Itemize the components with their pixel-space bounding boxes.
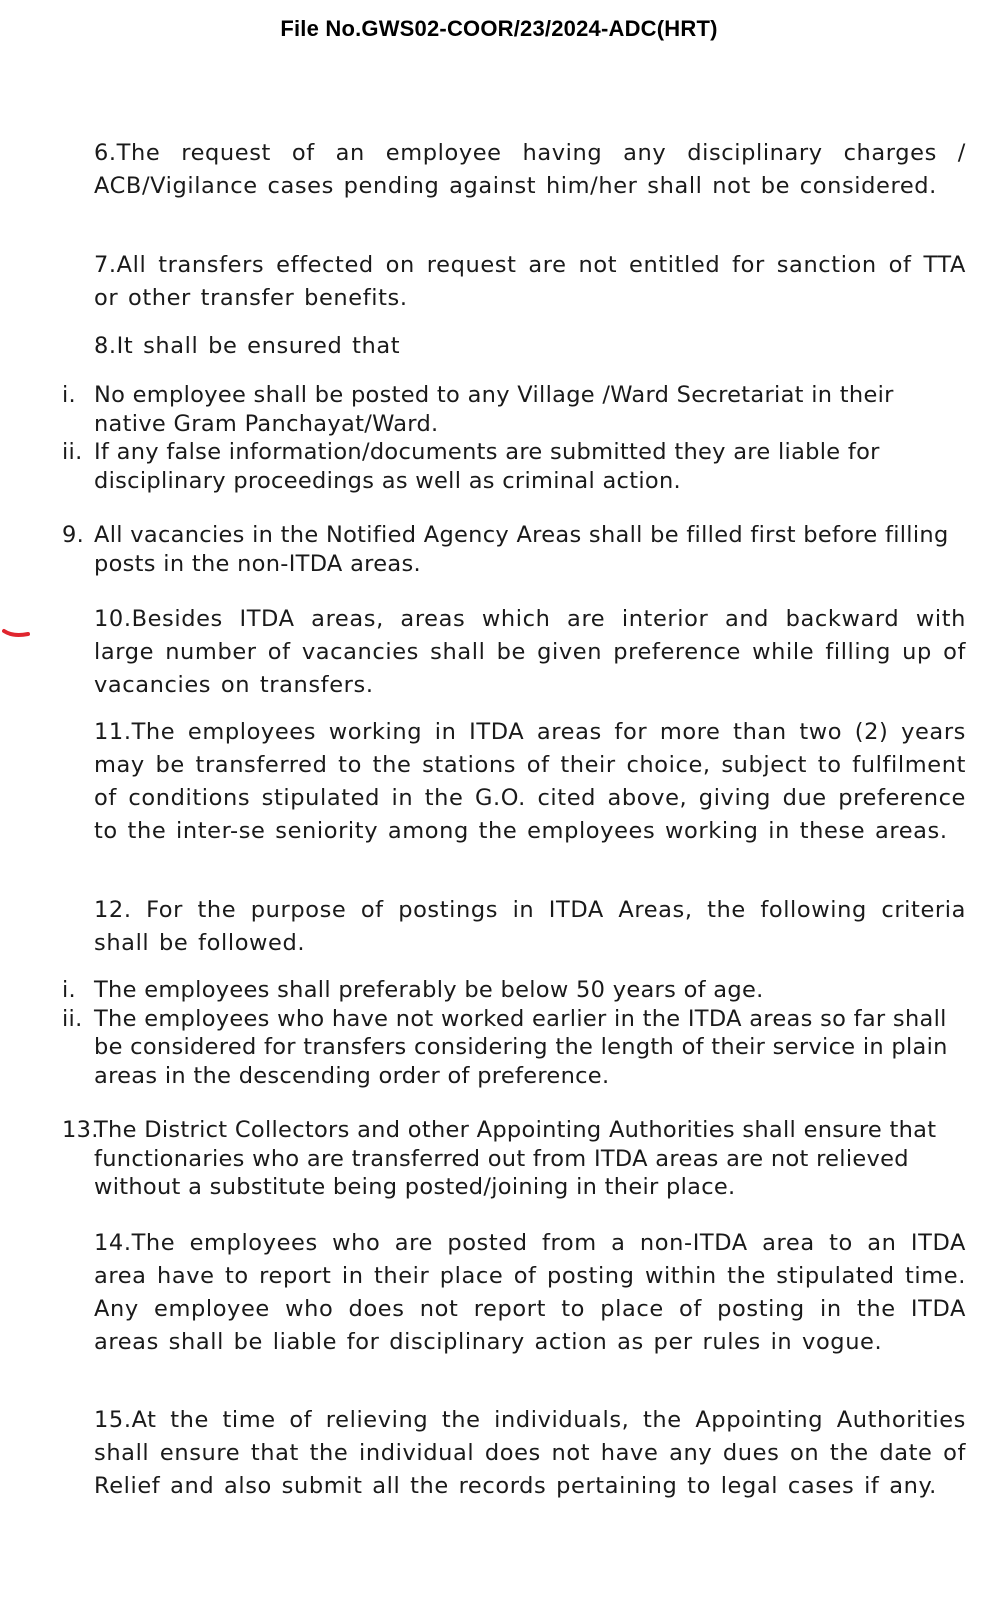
list-item-text: The employees who have not worked earlier in the ITDA areas so far shall be considered for transfers considering the length of their service in plain areas in the descending order of preference. <box>94 1005 948 1089</box>
list-item-text: No employee shall be posted to any Village /Ward Secretariat in their native Gram Panchayat/Ward. <box>94 382 894 437</box>
paragraph-9-text: All vacancies in the Notified Agency Areas shall be filled first before filling posts in the non-ITDA areas. <box>94 522 949 577</box>
list-item <box>62 381 967 438</box>
paragraph-9 <box>62 521 967 578</box>
red-pen-mark <box>2 626 32 642</box>
paragraph-14: 14.The employees who are posted from a non-ITDA area to an ITDA area have to report in their place of posting within the stipulated time. Any employee who does not report to place of posting in the ITDA areas shall be liable for disciplinary action as per rules in vogue. <box>94 1230 966 1355</box>
paragraph-10: 10.Besides ITDA areas, areas which are interior and backward with large number of vacancies shall be given preference while filling up of vacancies on transfers. <box>94 606 966 698</box>
paragraph-12-list <box>62 976 967 1090</box>
list-item <box>62 438 967 495</box>
list-item <box>62 1005 967 1091</box>
paragraph-12: 12. For the purpose of postings in ITDA Areas, the following criteria shall be followed. <box>94 897 966 956</box>
list-marker: 9. <box>62 522 85 548</box>
list-marker: ii. <box>62 1005 83 1032</box>
paragraph-8-list <box>62 381 967 495</box>
list-marker: ii. <box>62 439 83 465</box>
paragraph-6: 6.The request of an employee having any disciplinary charges / ACB/Vigilance cases pending against him/her shall not be considered. <box>94 140 966 199</box>
paragraph-13-text: The District Collectors and other Appointing Authorities shall ensure that functionaries who are transferred out from ITDA areas are not relieved without a substitute being posted/joining in their place. <box>94 1117 937 1200</box>
paragraph-15: 15.At the time of relieving the individuals, the Appointing Authorities shall ensure that the individual does not have any dues on the date of Relief and also submit all the records pertaining to legal cases if any. <box>94 1407 966 1499</box>
list-marker: i. <box>62 977 77 1003</box>
list-marker: 13. <box>62 1117 99 1143</box>
list-item <box>62 976 967 1005</box>
paragraph-8: 8.It shall be ensured that <box>94 333 401 359</box>
list-item-text: The employees shall preferably be below 50 years of age. <box>94 977 764 1003</box>
paragraph-7: 7.All transfers effected on request are not entitled for sanction of TTA or other transfer benefits. <box>94 252 966 311</box>
file-number-header: File No.GWS02-COOR/23/2024-ADC(HRT) <box>280 16 718 41</box>
list-item-text: If any false information/documents are submitted they are liable for disciplinary proceedings as well as criminal action. <box>94 439 880 494</box>
paragraph-11: 11.The employees working in ITDA areas for more than two (2) years may be transferred to the stations of their choice, subject to fulfilment of conditions stipulated in the G.O. cited above, giving due preference to the inter-se seniority among the employees working in these areas. <box>94 719 966 844</box>
paragraph-13 <box>62 1116 967 1202</box>
list-marker: i. <box>62 382 77 408</box>
